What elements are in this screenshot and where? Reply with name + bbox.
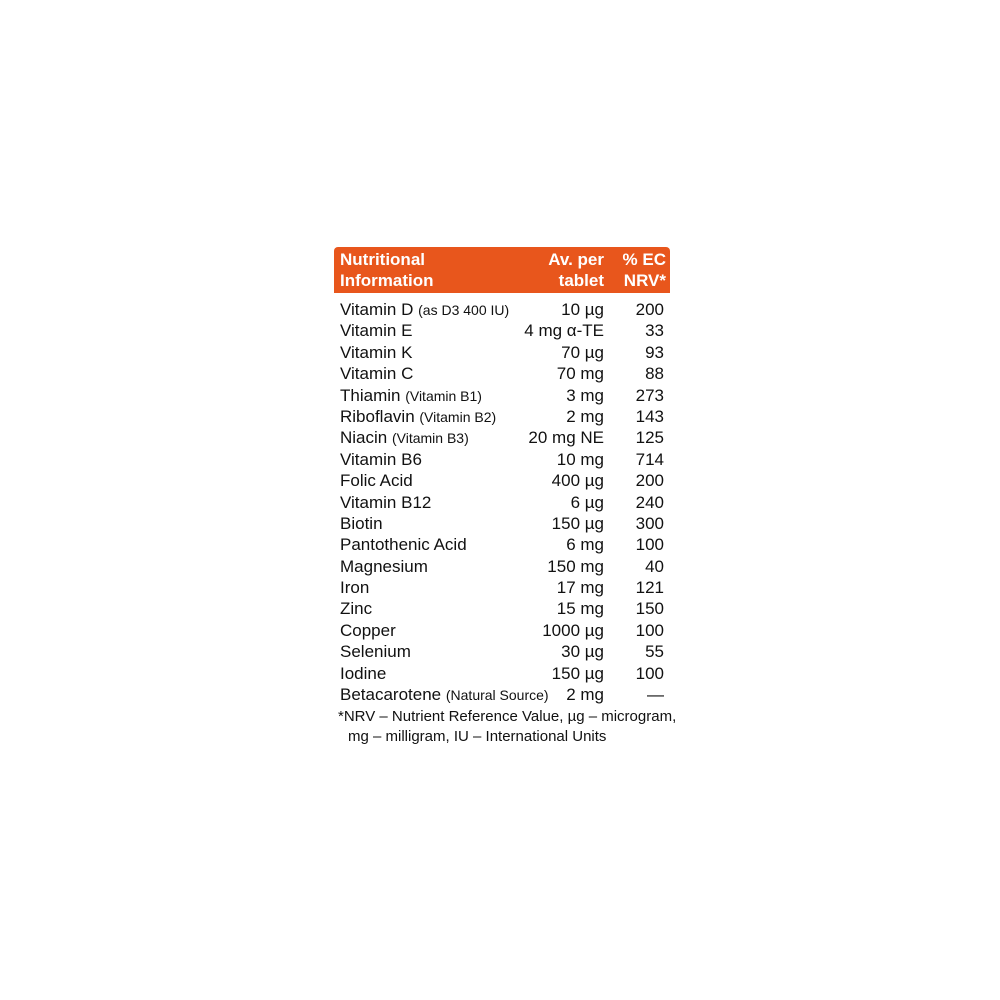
nutrient-name bbox=[340, 620, 396, 641]
nutrient-amount: 30 µg bbox=[561, 642, 604, 662]
header-nrv-line2: NRV* bbox=[623, 271, 666, 290]
nutrient-nrv: 200 bbox=[635, 300, 664, 319]
nutrient-amount: 2 mg bbox=[566, 685, 604, 705]
nutrient-name-text: Vitamin C bbox=[340, 364, 414, 384]
nutrient-name-text: Selenium bbox=[340, 642, 411, 662]
nutrient-nrv: 150 bbox=[635, 599, 664, 619]
nutrient-nrv: 55 bbox=[645, 642, 664, 662]
nutrient-nrv: 100 bbox=[635, 620, 664, 640]
nutrient-name-text: Iodine bbox=[340, 663, 387, 683]
nutrient-row bbox=[334, 492, 670, 513]
nutrient-row bbox=[334, 577, 670, 598]
nutrient-row bbox=[334, 320, 670, 341]
header-name-line2: Information bbox=[340, 271, 434, 290]
nutrient-row bbox=[334, 641, 670, 662]
nutrient-name-text: Betacarotene bbox=[340, 685, 442, 705]
nutrient-name bbox=[340, 320, 412, 341]
nutrient-name bbox=[340, 406, 496, 428]
nutrient-amount: 150 µg bbox=[551, 663, 604, 683]
nutrient-amount: 1000 µg bbox=[542, 620, 604, 640]
header-amount-line2: tablet bbox=[558, 271, 604, 290]
nutrient-nrv: 273 bbox=[635, 385, 664, 405]
nutrition-panel bbox=[334, 247, 677, 747]
nutrient-row bbox=[334, 513, 670, 534]
nutrient-name-text: Magnesium bbox=[340, 556, 428, 576]
nutrient-nrv: 240 bbox=[635, 492, 664, 512]
nutrient-nrv: 88 bbox=[645, 364, 664, 384]
nutrient-name bbox=[340, 492, 431, 513]
nutrient-name-text: Thiamin bbox=[340, 385, 401, 405]
nutrient-name-text: Zinc bbox=[340, 599, 373, 619]
nutrient-name bbox=[340, 577, 369, 598]
header-amount-line1: Av. per bbox=[548, 250, 604, 269]
nutrient-name bbox=[340, 363, 413, 384]
nutrient-row bbox=[334, 427, 670, 448]
nutrient-amount: 70 µg bbox=[561, 342, 604, 362]
nutrient-nrv: 143 bbox=[635, 406, 664, 426]
nutrient-row bbox=[334, 299, 670, 320]
nutrient-nrv: 200 bbox=[635, 471, 664, 491]
nutrient-name-text: Vitamin B6 bbox=[340, 449, 422, 469]
nutrient-row bbox=[334, 684, 670, 705]
nutrient-name bbox=[340, 641, 411, 662]
nutrient-amount: 150 mg bbox=[547, 556, 604, 576]
nutrient-amount: 4 mg α-TE bbox=[524, 321, 604, 341]
nutrient-note: (Vitamin B2) bbox=[419, 408, 497, 425]
nutrient-amount: 400 µg bbox=[551, 471, 604, 491]
nutrient-name bbox=[340, 663, 386, 684]
nutrient-nrv: 93 bbox=[645, 342, 664, 362]
header-nrv bbox=[623, 249, 666, 291]
nutrient-amount: 150 µg bbox=[551, 513, 604, 533]
nutrient-name bbox=[340, 513, 383, 534]
header-name-line1: Nutritional bbox=[340, 250, 425, 269]
nutrient-nrv: 714 bbox=[635, 449, 664, 469]
nutrient-amount: 6 mg bbox=[566, 535, 604, 555]
nutrient-amount: 70 mg bbox=[556, 364, 604, 384]
nutrient-name bbox=[340, 534, 467, 555]
nutrient-nrv: 125 bbox=[635, 428, 664, 448]
nutrient-name-text: Riboflavin bbox=[340, 406, 415, 426]
nutrient-nrv: 100 bbox=[635, 535, 664, 555]
nutrient-name bbox=[340, 556, 428, 577]
nutrient-amount: 10 mg bbox=[556, 449, 604, 469]
nutrient-name-text: Pantothenic Acid bbox=[340, 535, 467, 555]
nutrient-name bbox=[340, 427, 469, 449]
nutrient-amount: 6 µg bbox=[570, 492, 604, 512]
nutrient-row bbox=[334, 470, 670, 491]
nutrient-row bbox=[334, 534, 670, 555]
nutrient-row bbox=[334, 385, 670, 406]
header-name bbox=[340, 249, 434, 291]
nutrient-name bbox=[340, 449, 422, 470]
nutrient-row bbox=[334, 598, 670, 619]
nutrient-amount: 2 mg bbox=[566, 406, 604, 426]
nutrient-name-text: Vitamin E bbox=[340, 321, 413, 341]
nutrient-nrv: 40 bbox=[645, 556, 664, 576]
nutrient-name bbox=[340, 342, 412, 363]
nutrient-row bbox=[334, 663, 670, 684]
nutrient-name bbox=[340, 299, 509, 321]
nutrient-row bbox=[334, 620, 670, 641]
nutrient-row bbox=[334, 406, 670, 427]
footnote-line2: mg – milligram, IU – International Units bbox=[348, 728, 607, 746]
nutrient-name bbox=[340, 470, 413, 491]
nutrient-amount: 20 mg NE bbox=[528, 428, 604, 448]
nutrient-row bbox=[334, 556, 670, 577]
nutrient-nrv: 121 bbox=[635, 578, 664, 598]
footnote bbox=[334, 707, 678, 747]
footnote-line1: *NRV – Nutrient Reference Value, µg – microgram, bbox=[338, 708, 677, 726]
nutrient-nrv: 300 bbox=[635, 513, 664, 533]
nutrient-note: (Vitamin B1) bbox=[405, 387, 482, 404]
nutrient-nrv: — bbox=[647, 685, 664, 705]
nutrient-name-text: Niacin bbox=[340, 428, 388, 448]
nutrient-nrv: 33 bbox=[645, 321, 664, 341]
nutrient-row bbox=[334, 342, 670, 363]
nutrition-header bbox=[334, 247, 670, 293]
header-nrv-line1: % EC bbox=[622, 250, 666, 269]
nutrient-name-text: Vitamin B12 bbox=[340, 492, 432, 512]
nutrient-name bbox=[340, 598, 372, 619]
nutrient-name bbox=[340, 385, 482, 407]
nutrient-row bbox=[334, 449, 670, 470]
nutrient-name-text: Folic Acid bbox=[340, 471, 413, 491]
nutrient-amount: 15 mg bbox=[556, 599, 604, 619]
nutrient-amount: 17 mg bbox=[556, 578, 604, 598]
nutrient-amount: 10 µg bbox=[561, 300, 604, 319]
nutrient-name bbox=[340, 684, 549, 706]
nutrient-note: (as D3 400 IU) bbox=[418, 302, 510, 318]
nutrient-nrv: 100 bbox=[635, 663, 664, 683]
nutrient-name-text: Biotin bbox=[340, 513, 383, 533]
nutrient-note: (Natural Source) bbox=[445, 687, 549, 704]
nutrient-name-text: Vitamin K bbox=[340, 342, 413, 362]
nutrient-row bbox=[334, 363, 670, 384]
nutrient-amount: 3 mg bbox=[566, 385, 604, 405]
nutrient-name-text: Vitamin D bbox=[340, 300, 414, 319]
nutrient-name-text: Iron bbox=[340, 578, 370, 598]
nutrient-note: (Vitamin B3) bbox=[391, 430, 469, 447]
header-amount bbox=[548, 249, 604, 291]
nutrient-name-text: Copper bbox=[340, 620, 396, 640]
nutrient-list bbox=[334, 293, 670, 705]
